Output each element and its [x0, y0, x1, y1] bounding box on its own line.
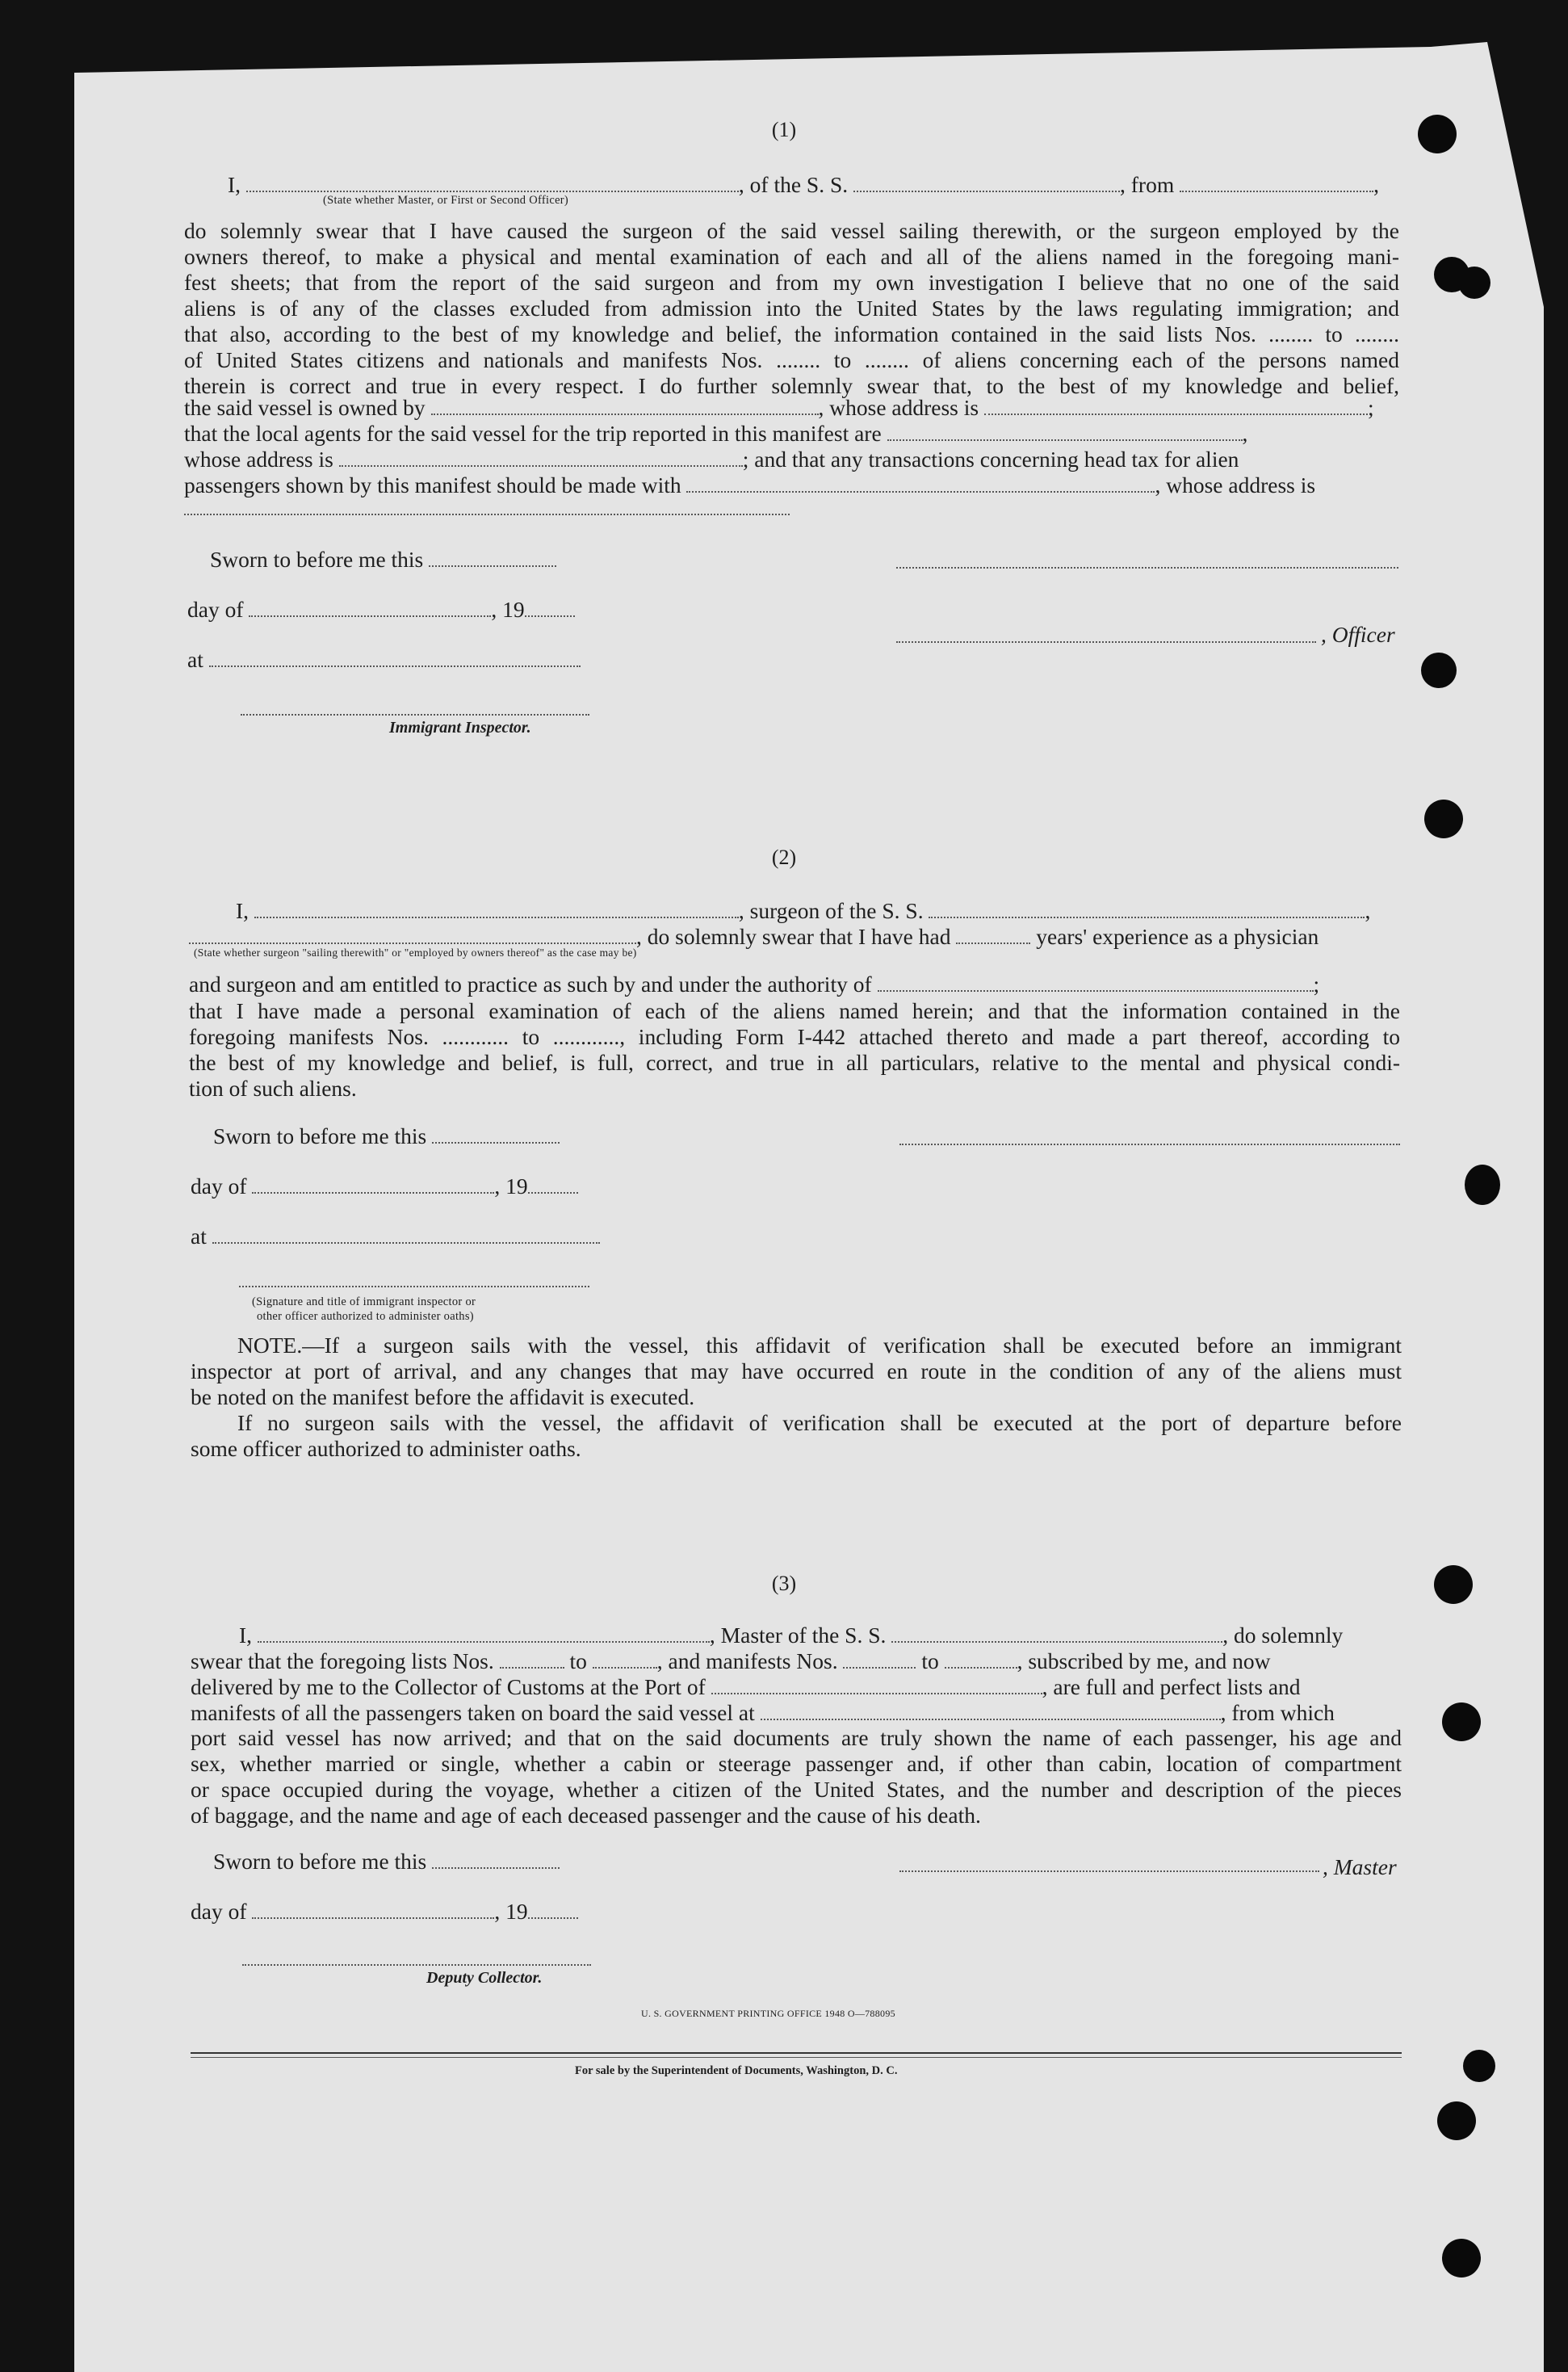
label-passengers: passengers shown by this manifest should be made with	[184, 472, 681, 497]
label-surgeon-of-ss: , surgeon of the S. S.	[738, 898, 924, 923]
label-at: at	[187, 647, 203, 672]
label-whose-address: whose address is	[184, 447, 333, 472]
local-agents-field[interactable]	[887, 420, 1243, 441]
label-authority: and surgeon and am entitled to practice as such by and under the authority of	[189, 972, 872, 997]
lists-to-field[interactable]	[593, 1648, 657, 1669]
section-3-number: (3)	[771, 1572, 797, 1595]
surgeon-vessel-field[interactable]	[929, 897, 1365, 918]
label-sworn: Sworn to before me this	[213, 1123, 427, 1148]
local-agents-line	[184, 420, 1247, 447]
collector-label: Deputy Collector.	[426, 1969, 543, 1987]
section-1-day-of	[187, 596, 575, 623]
footer-rule-thin	[191, 2057, 1402, 2058]
section-3-line-1	[239, 1622, 1343, 1648]
master-label: , Master	[1323, 1854, 1397, 1879]
section-3-paragraph	[191, 1725, 1402, 1828]
sworn-date-field[interactable]	[432, 1123, 560, 1144]
departure-port-field[interactable]	[761, 1699, 1221, 1720]
authorized-officer-signature-line[interactable]	[239, 1286, 589, 1287]
label-port-of: delivered by me to the Collector of Customs at the Port of	[191, 1674, 706, 1699]
lists-from-field[interactable]	[500, 1648, 564, 1669]
owned-by-line	[184, 394, 1374, 421]
master-signature-line[interactable]	[899, 1870, 1319, 1872]
whose-address-line	[184, 446, 1239, 472]
paragraph-line: or space occupied during the voyage, whether a citizen of the United States, and the number and description of the pieces	[191, 1777, 1402, 1802]
year-field[interactable]	[528, 1173, 578, 1194]
section-1-officer-note: (State whether Master, or First or Second Officer)	[323, 194, 569, 207]
label-full-lists: , are full and perfect lists and	[1042, 1674, 1301, 1699]
note-label: NOTE.	[237, 1333, 303, 1358]
year-field[interactable]	[525, 596, 575, 617]
authority-line	[189, 971, 1319, 997]
head-tax-address-field[interactable]	[184, 514, 790, 515]
month-field[interactable]	[249, 596, 491, 617]
punch-hole	[1458, 267, 1490, 299]
label-whose-address: , whose address is	[818, 395, 979, 420]
authority-field[interactable]	[878, 971, 1314, 992]
port-field[interactable]	[711, 1673, 1042, 1694]
punch-hole	[1437, 2101, 1476, 2140]
label-to: to	[569, 1648, 587, 1673]
section-1-paragraph	[184, 218, 1399, 399]
paragraph-line: aliens is of any of the classes excluded from admission into the United States by the laws regulating immigration; and	[184, 296, 1399, 321]
section-2-at	[191, 1223, 600, 1249]
label-manifests-nos: , and manifests Nos.	[656, 1648, 838, 1673]
inspector-label: Immigrant Inspector.	[389, 719, 531, 737]
label-years-experience: years' experience as a physician	[1036, 924, 1319, 949]
paragraph-line: tion of such aliens.	[189, 1076, 357, 1101]
manifests-to-field[interactable]	[945, 1648, 1017, 1669]
sworn-date-field[interactable]	[432, 1848, 560, 1869]
section-2-number: (2)	[771, 846, 797, 869]
agents-address-field[interactable]	[339, 446, 743, 467]
label-from: , from	[1120, 172, 1175, 197]
label-do-solemnly: , do solemnly swear that I have had	[636, 924, 951, 949]
inspector-signature-line[interactable]	[241, 714, 589, 716]
label-local-agents: that the local agents for the said vessel for the trip reported in this manifest are	[184, 421, 882, 446]
at-place-field[interactable]	[209, 646, 581, 667]
officer-name-field[interactable]	[246, 171, 739, 192]
note-line: some officer authorized to administer oaths.	[191, 1436, 581, 1461]
owner-address-field[interactable]	[984, 394, 1368, 415]
year-field[interactable]	[528, 1898, 578, 1919]
section-1-sworn	[210, 546, 556, 573]
surgeon-signature-line[interactable]	[899, 1144, 1400, 1145]
officer-label: , Officer	[1321, 622, 1395, 647]
section-3-line-2	[191, 1648, 1271, 1674]
vessel-name-field[interactable]	[853, 171, 1120, 192]
label-day-of: day of	[187, 597, 244, 622]
note-line: be noted on the manifest before the affidavit is executed.	[191, 1384, 695, 1409]
section-2-surgeon-note: (State whether surgeon "sailing therewith" or "employed by owners thereof" as the case may be)	[194, 947, 637, 959]
month-field[interactable]	[252, 1173, 494, 1194]
paragraph-line: do solemnly swear that I have caused the surgeon of the said vessel sailing therewith, or the surgeon employed by the	[184, 218, 1399, 243]
paragraph-line: of baggage, and the name and age of each deceased passenger and the cause of his death.	[191, 1803, 981, 1828]
paragraph-line: that I have made a personal examination of each of the aliens named herein; and that the information contained in the	[189, 998, 1400, 1023]
label-year: , 19	[491, 597, 525, 622]
sale-notice: For sale by the Superintendent of Documents, Washington, D. C.	[575, 2064, 898, 2077]
paragraph-line: therein is correct and true in every respect. I do further solemnly swear that, to the best of my knowledge and belief,	[184, 373, 1399, 398]
paragraph-line: the best of my knowledge and belief, is full, correct, and true in all particulars, relative to the mental and physical condi-	[189, 1050, 1400, 1075]
label-to: to	[921, 1648, 939, 1673]
punch-hole	[1421, 653, 1457, 688]
comma: ,	[1242, 421, 1248, 446]
paragraph-line: sex, whether married or single, whether a cabin or steerage passenger and, if other than cabin, location of compartment	[191, 1751, 1402, 1776]
label-day-of: day of	[191, 1173, 247, 1199]
semicolon: ;	[1313, 972, 1320, 997]
at-place-field[interactable]	[212, 1223, 600, 1244]
section-3-sworn	[213, 1848, 560, 1875]
gpo-imprint: U. S. GOVERNMENT PRINTING OFFICE 1948 O—788095	[641, 2008, 895, 2019]
label-whose-address: , whose address is	[1155, 472, 1316, 497]
semicolon: ;	[1367, 395, 1374, 420]
officer-title-line[interactable]	[896, 641, 1316, 643]
master-name-field[interactable]	[258, 1622, 710, 1643]
label-head-tax: ; and that any transactions concerning head tax for alien	[742, 447, 1239, 472]
note-line: inspector at port of arrival, and any changes that may have occurred en route in the condition of any of the aliens must	[191, 1358, 1402, 1383]
label-master-of-ss: , Master of the S. S.	[709, 1623, 887, 1648]
label-from-which: , from which	[1220, 1700, 1335, 1725]
sig-note-2: other officer authorized to administer oaths)	[257, 1310, 474, 1323]
section-3-line-3	[191, 1673, 1301, 1700]
label-do-solemnly: , do solemnly	[1222, 1623, 1344, 1648]
label-year: , 19	[494, 1899, 528, 1924]
note-line: If no surgeon sails with the vessel, the affidavit of verification shall be executed at the port of departure before	[237, 1410, 1402, 1435]
section-3-line-4	[191, 1699, 1335, 1726]
surgeon-name-field[interactable]	[254, 897, 739, 918]
punch-hole	[1463, 2050, 1495, 2082]
paragraph-line: of United States citizens and nationals and manifests Nos. ........ to ........ of aliens concerning each of the persons named	[184, 347, 1399, 372]
owner-field[interactable]	[431, 394, 819, 415]
label-day-of: day of	[191, 1899, 247, 1924]
comma: ,	[1365, 898, 1371, 923]
punch-hole	[1442, 2239, 1481, 2278]
surgeon-status-field[interactable]	[189, 923, 636, 944]
label-taken-on-board: manifests of all the passengers taken on board the said vessel at	[191, 1700, 755, 1725]
label-sworn: Sworn to before me this	[213, 1849, 427, 1874]
section-2-note	[191, 1333, 1402, 1462]
manifests-from-field[interactable]	[843, 1648, 916, 1669]
section-1-number: (1)	[771, 118, 797, 141]
label-at: at	[191, 1224, 207, 1249]
note-line	[191, 1333, 1402, 1358]
section-1-at	[187, 646, 581, 673]
comma: ,	[1373, 172, 1379, 197]
section-3-day-of	[191, 1898, 578, 1925]
officer-signature-line[interactable]	[896, 567, 1398, 569]
label-i: I,	[239, 1623, 253, 1648]
master-vessel-field[interactable]	[891, 1622, 1222, 1643]
from-port-field[interactable]	[1180, 171, 1373, 192]
label-i: I,	[228, 172, 241, 197]
footer-rule	[191, 2052, 1402, 2054]
label-i: I,	[236, 898, 249, 923]
paragraph-line: foregoing manifests Nos. ............ to ............, including Form I-442 attached thereto and made a part thereof, according to	[189, 1024, 1400, 1049]
collector-signature-line[interactable]	[242, 1964, 591, 1966]
paragraph-line: fest sheets; that from the report of the said surgeon and from my own investigation I believe that no one of the said	[184, 270, 1399, 295]
month-field[interactable]	[252, 1898, 494, 1919]
punch-hole	[1442, 1702, 1481, 1741]
label-year: , 19	[494, 1173, 528, 1199]
head-tax-party-field[interactable]	[686, 472, 1155, 493]
passengers-line	[184, 472, 1315, 498]
paragraph-line: owners thereof, to make a physical and mental examination of each and all of the aliens named in the foregoing mani-	[184, 244, 1399, 269]
sworn-date-field[interactable]	[429, 546, 556, 567]
section-2-line-1	[236, 897, 1370, 924]
punch-hole	[1465, 1165, 1500, 1205]
label-sworn: Sworn to before me this	[210, 547, 424, 572]
label-owned-by: the said vessel is owned by	[184, 395, 426, 420]
note-text: —If a surgeon sails with the vessel, this affidavit of verification shall be executed before an immigrant	[302, 1333, 1402, 1358]
section-2-sworn	[213, 1123, 560, 1149]
sig-note-1: (Signature and title of immigrant inspector or	[252, 1295, 476, 1308]
label-of-ss: , of the S. S.	[738, 172, 849, 197]
section-2-day-of	[191, 1173, 578, 1199]
paragraph-line: that also, according to the best of my knowledge and belief, the information contained in the said lists Nos. ........ to ........	[184, 321, 1399, 346]
section-2-paragraph	[189, 998, 1400, 1102]
punch-hole	[1424, 800, 1463, 838]
years-experience-field[interactable]	[956, 923, 1030, 944]
label-subscribed: , subscribed by me, and now	[1017, 1648, 1271, 1673]
label-lists-nos: swear that the foregoing lists Nos.	[191, 1648, 494, 1673]
paragraph-line: port said vessel has now arrived; and that on the said documents are truly shown the name of each passenger, his age and	[191, 1725, 1402, 1750]
